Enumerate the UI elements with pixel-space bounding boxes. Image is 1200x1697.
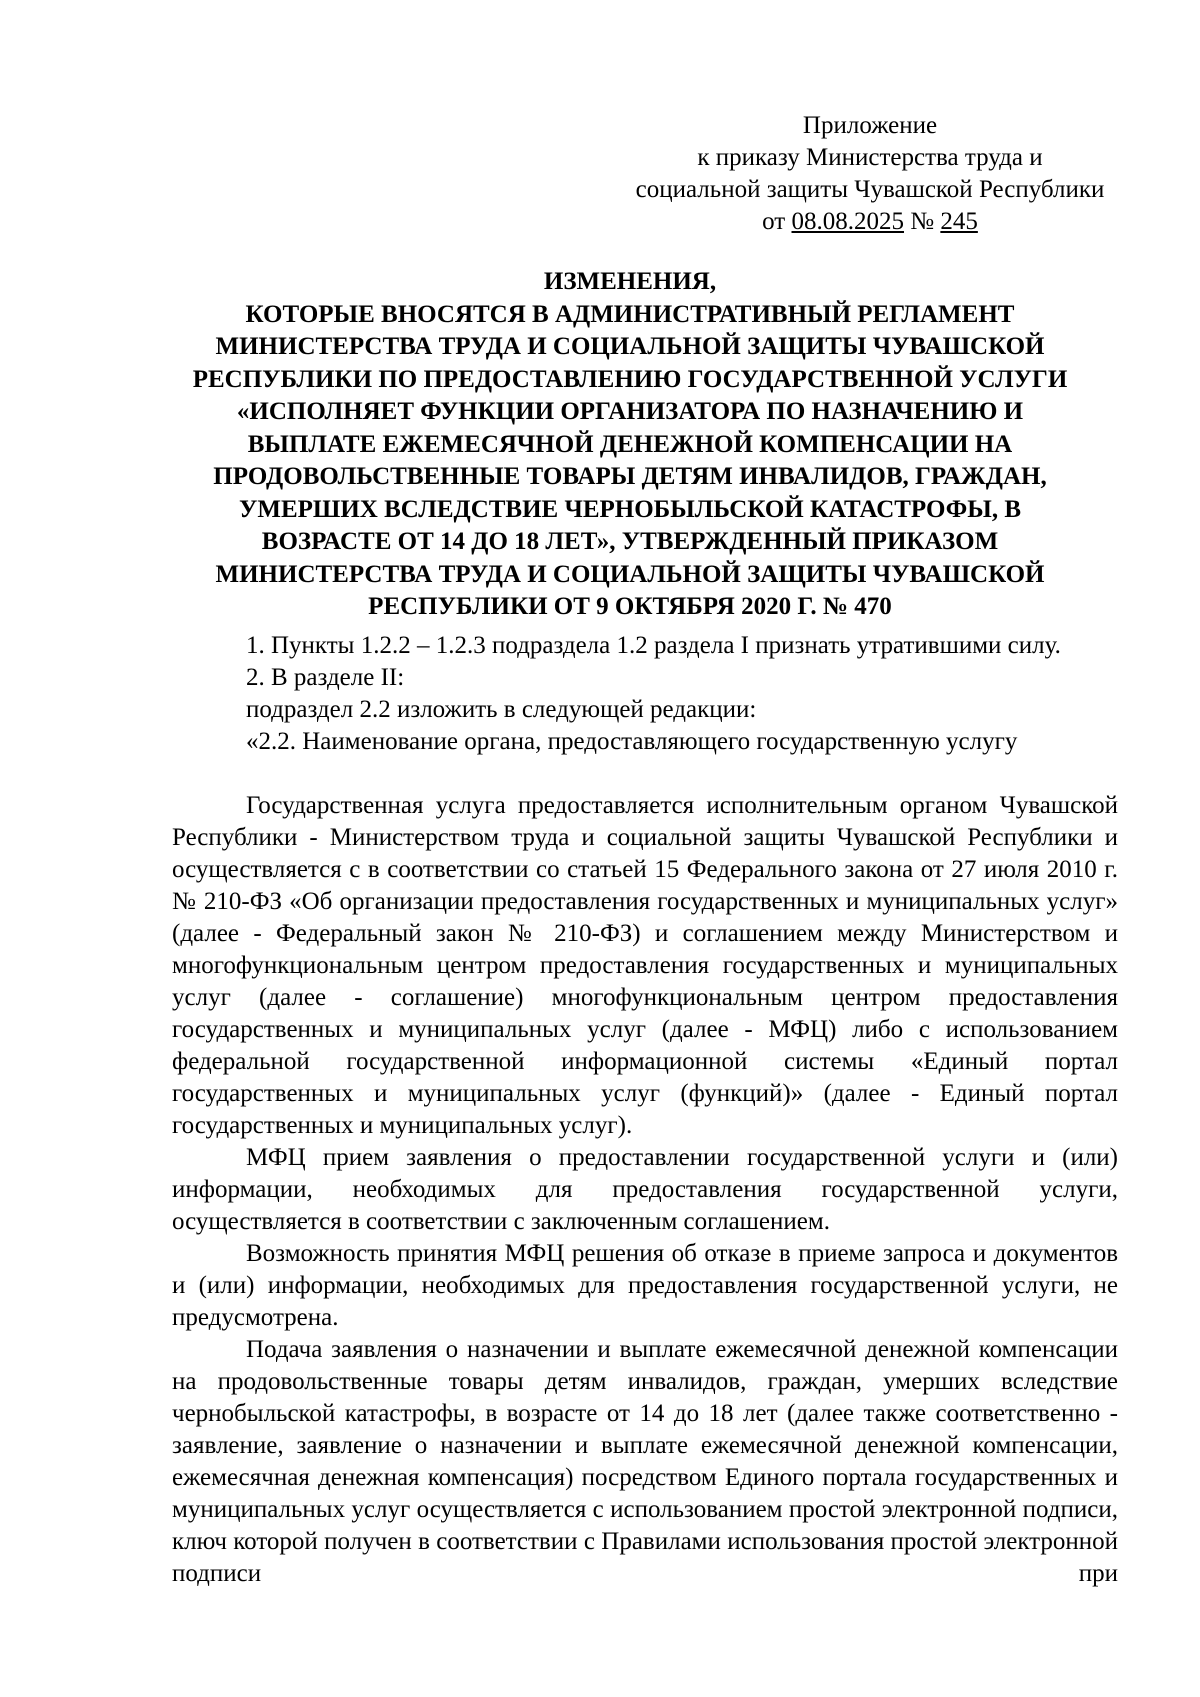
paragraph-gap [172,758,1118,790]
title-line: МИНИСТЕРСТВА ТРУДА И СОЦИАЛЬНОЙ ЗАЩИТЫ ЧУВАШСКОЙ [215,333,1045,360]
item-2: 2. В разделе II: [246,664,405,691]
number-prefix: № [904,208,941,235]
title-line: РЕСПУБЛИКИ ПО ПРЕДОСТАВЛЕНИЮ ГОСУДАРСТВЕННОЙ УСЛУГИ [192,365,1068,393]
title-line: РЕСПУБЛИКИ ОТ 9 ОКТЯБРЯ 2020 Г. № 470 [368,593,892,620]
document-body [172,630,1118,1590]
paragraph-4: Подача заявления о назначении и выплате ежемесячной денежной компенсации на продовольственные товары детям инвалидов, граждан, умерших вследствие чернобыльской катастрофы, в возрасте от 14 до 18 лет (далее также соответственно - заявление, заявление о назначении и выплате ежемесячной денежной компенсации, ежемесячная денежная компенсация) посредством Единого портала государственных и муниципальных услуг осуществляется с использованием простой электронной подписи, ключ которой получен в соответствии с Правилами использования простой электронной подписи при [172,1336,1118,1587]
date-prefix: от [762,208,792,235]
title-line: ИЗМЕНЕНИЯ, [543,268,717,295]
paragraph-1: Государственная услуга предоставляется исполнительным органом Чувашской Республики - Министерством труда и социальной защиты Чувашской Республики и осуществляется с в соответствии со статьей 15 Федерального закона от 27 июля 2010 г. № 210-ФЗ «Об организации предоставления государственных и муниципальных услуг» (далее - Федеральный закон № 210-ФЗ) и соглашением между Министерством и многофункциональным центром предоставления государственных и муниципальных услуг (далее - соглашение) многофункциональным центром предоставления государственных и муниципальных услуг (далее - МФЦ) либо с использованием федеральной государственной информационной системы «Единый портал государственных и муниципальных услуг (функций)» (далее - Единый портал государственных и муниципальных услуг). [172,792,1118,1139]
title-line: ВОЗРАСТЕ ОТ 14 ДО 18 ЛЕТ», УТВЕРЖДЕННЫЙ ПРИКАЗОМ [261,528,999,555]
appendix-order-ref: к приказу Министерства труда и [697,144,1043,171]
paragraph-2: МФЦ прием заявления о предоставлении государственной услуги и (или) информации, необходимых для предоставления государственной услуги, осуществляется в соответствии с заключенным соглашением. [172,1144,1118,1235]
title-line: «ИСПОЛНЯЕТ ФУНКЦИИ ОРГАНИЗАТОРА ПО НАЗНАЧЕНИЮ И [236,398,1024,425]
title-line: ПРОДОВОЛЬСТВЕННЫЕ ТОВАРЫ ДЕТЯМ ИНВАЛИДОВ, ГРАЖДАН, [213,463,1047,490]
appendix-date-line [620,206,1120,238]
item-1: 1. Пункты 1.2.2 – 1.2.3 подраздела 1.2 раздела I признать утратившими силу. [246,632,1061,659]
document-title [170,266,1090,624]
paragraph-3: Возможность принятия МФЦ решения об отказе в приеме запроса и документов и (или) информации, необходимых для предоставления государственной услуги, не предусмотрена. [172,1240,1118,1331]
item-2-heading: «2.2. Наименование органа, предоставляющего государственную услугу [246,728,1018,755]
order-date: 08.08.2025 [791,208,904,235]
order-number: 245 [940,208,978,235]
appendix-block [620,110,1120,238]
item-2-subsection: подраздел 2.2 изложить в следующей редакции: [246,696,757,723]
title-line: УМЕРШИХ ВСЛЕДСТВИЕ ЧЕРНОБЫЛЬСКОЙ КАТАСТРОФЫ, В [239,495,1021,523]
appendix-ministry: социальной защиты Чувашской Республики [635,176,1105,203]
title-line: ВЫПЛАТЕ ЕЖЕМЕСЯЧНОЙ ДЕНЕЖНОЙ КОМПЕНСАЦИИ НА [247,430,1013,458]
title-line: КОТОРЫЕ ВНОСЯТСЯ В АДМИНИСТРАТИВНЫЙ РЕГЛАМЕНТ [245,300,1015,328]
appendix-label: Приложение [802,112,938,139]
title-line: МИНИСТЕРСТВА ТРУДА И СОЦИАЛЬНОЙ ЗАЩИТЫ ЧУВАШСКОЙ [215,560,1045,588]
